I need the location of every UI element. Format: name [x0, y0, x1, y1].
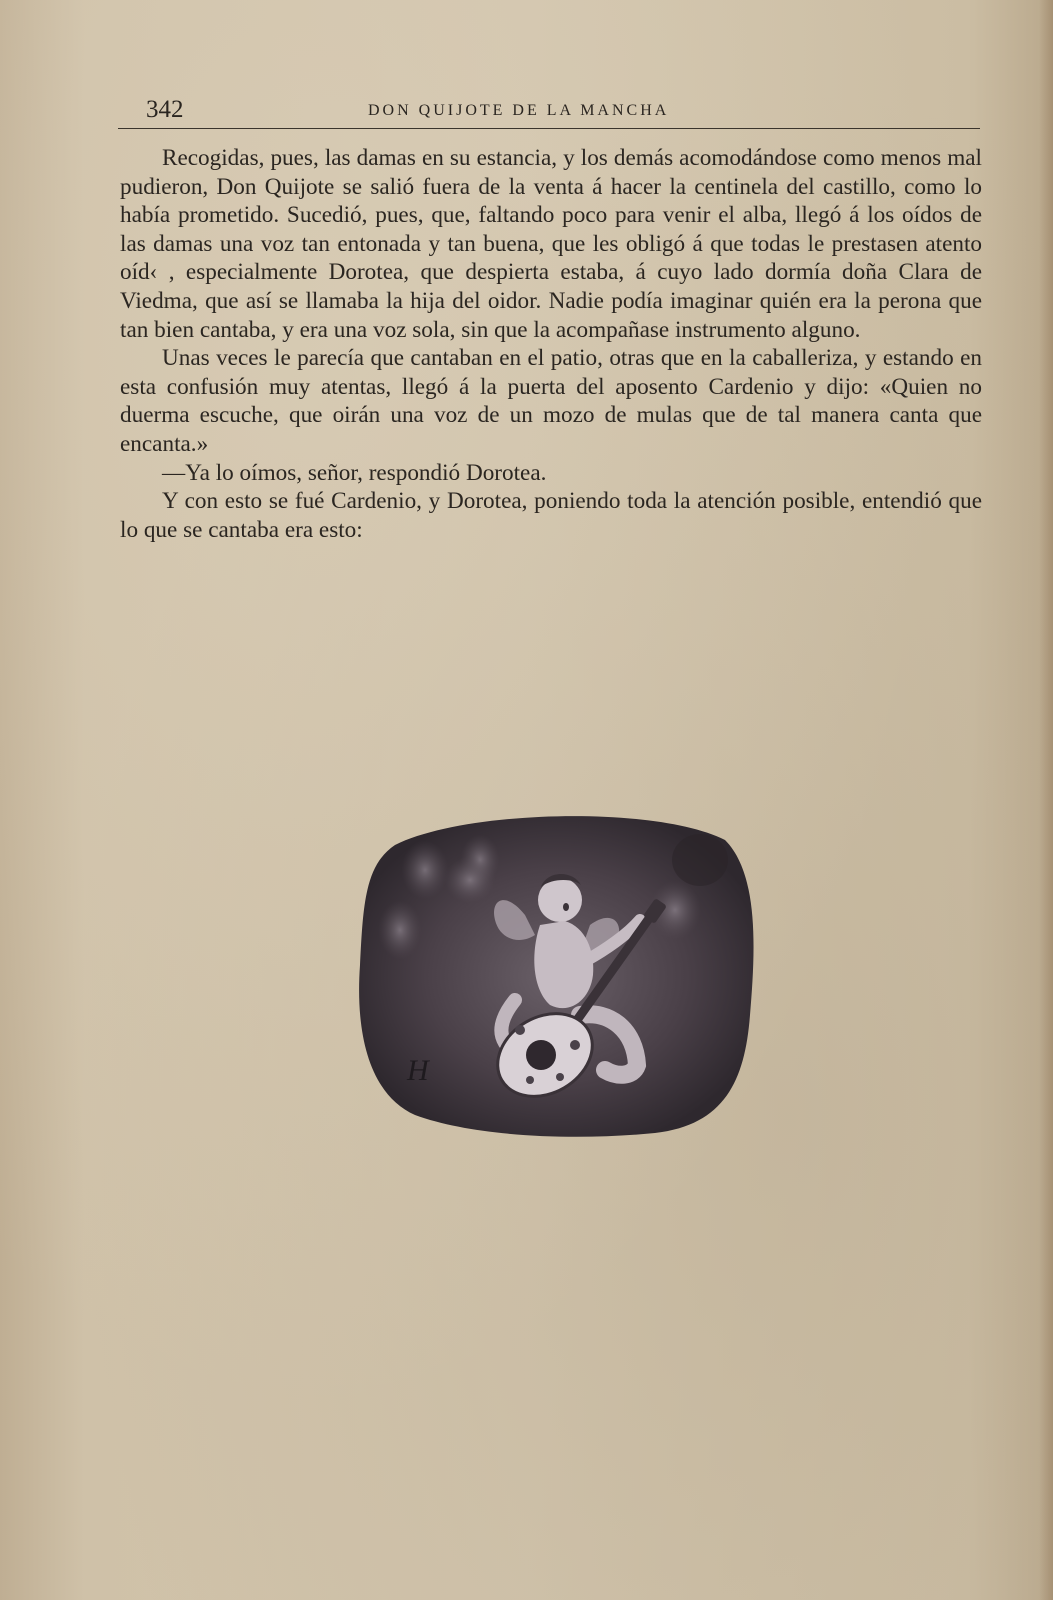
paragraph: Y con esto se fué Cardenio, y Dorotea, poniendo toda la atención posible, entendió que lo que se cantaba era esto: — [120, 488, 982, 543]
page-edge-shadow — [1039, 0, 1053, 1600]
page-number: 342 — [146, 96, 184, 123]
cherub-guitar-illustration — [355, 815, 760, 1140]
cherub-head — [538, 878, 582, 922]
running-title: DON QUIJOTE DE LA MANCHA — [368, 102, 670, 119]
paragraph: —Ya lo oímos, señor, respondió Dorotea. — [162, 459, 547, 486]
paragraph: Unas veces le parecía que cantaban en el patio, otras que en la caballeriza, y estando en esta confusión muy atentas, llegó á la puerta del aposento Cardenio y dijo: «Quien no duerma escuche, que oirán una voz de un mozo de mulas que de tal manera canta que encanta.» — [120, 345, 982, 457]
running-header — [118, 98, 980, 129]
body-text — [120, 144, 982, 544]
artist-monogram: H — [407, 1054, 429, 1087]
paragraph: Recogidas, pues, las damas en su estancia, y los demás acomodándose como menos mal pudieron, Don Quijote se salió fuera de la venta á hacer la centinela del castillo, como lo había prometido. Sucedió, pues, que, faltando poco para venir el alba, llegó á los oídos de las damas una voz tan entonada y tan buena, que les obligó á que todas le prestasen atento oíd‹ , especialmente Dorotea, que despierta estaba, á cuyo lado dormía doña Clara de Viedma, que así se llamaba la hija del oidor. Nadie podía imaginar quién era la perona que tan bien cantaba, y era una voz sola, sin que la acompañase instrumento alguno. — [120, 145, 982, 343]
